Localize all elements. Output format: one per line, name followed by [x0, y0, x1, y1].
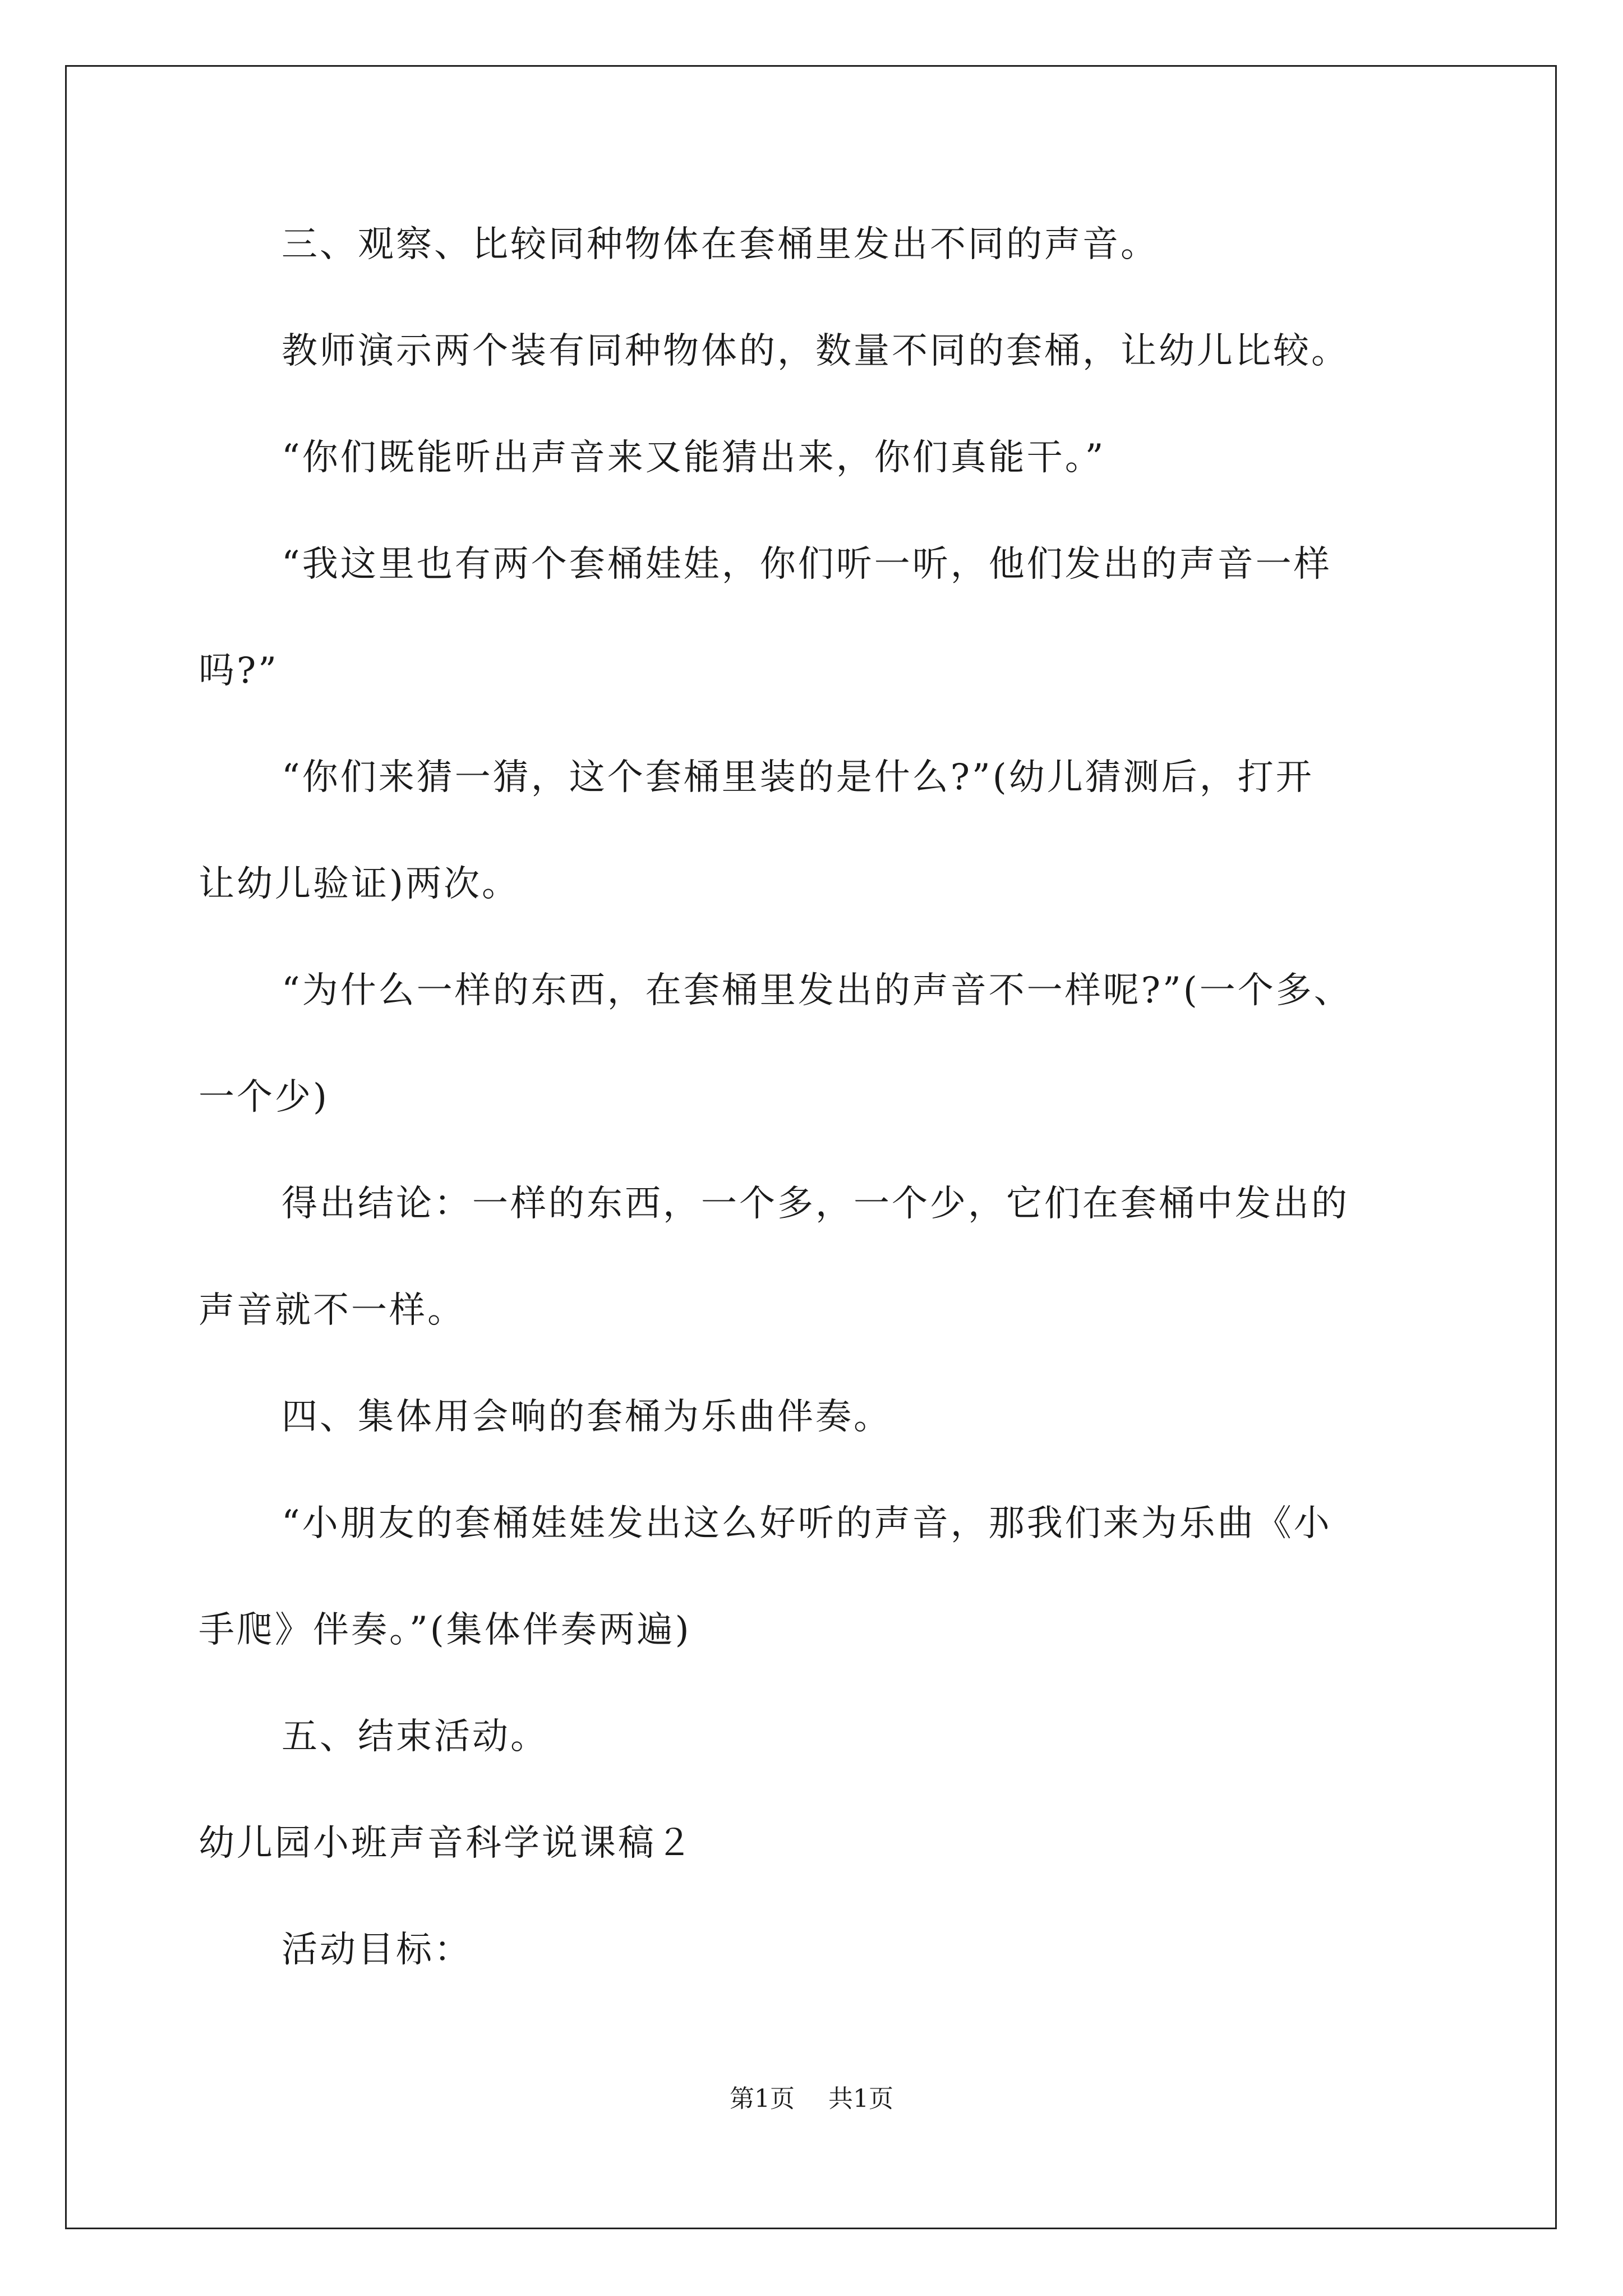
paragraph-teacher-demo: 教师演示两个装有同种物体的，数量不同的套桶，让幼儿比较。 — [282, 330, 1349, 372]
page-number: 第1页 — [730, 2085, 795, 2113]
section-four-heading: 四、集体用会响的套桶为乐曲伴奏。 — [282, 1396, 892, 1438]
page-frame — [65, 65, 1557, 2229]
quote-accompany-line1: “小朋友的套桶娃娃发出这么好听的声音，那我们来为乐曲《小 — [282, 1503, 1332, 1544]
quote-two-dolls-line2: 吗?” — [199, 650, 279, 692]
quote-guess-line2: 让幼儿验证)两次。 — [199, 863, 520, 905]
activity-goals-heading: 活动目标： — [282, 1929, 472, 1971]
quote-can-hear: “你们既能听出声音来又能猜出来，你们真能干。” — [282, 437, 1106, 478]
document-subtitle: 幼儿园小班声音科学说课稿２ — [199, 1823, 694, 1864]
section-five-heading: 五、结束活动。 — [282, 1716, 548, 1757]
quote-why-line2: 一个少) — [199, 1076, 329, 1118]
quote-accompany-line2: 手爬》伴奏。”(集体伴奏两遍) — [199, 1609, 691, 1651]
quote-why-line1: “为什么一样的东西，在套桶里发出的声音不一样呢?”(一个多、 — [282, 970, 1352, 1011]
conclusion-line1: 得出结论：一样的东西，一个多，一个少，它们在套桶中发出的 — [282, 1183, 1349, 1225]
page-total: 共1页 — [828, 2085, 893, 2113]
quote-two-dolls-line1: “我这里也有两个套桶娃娃，你们听一听，他们发出的声音一样 — [282, 544, 1332, 585]
section-three-heading: 三、观察、比较同种物体在套桶里发出不同的声音。 — [282, 224, 1159, 265]
page-footer — [0, 2082, 1623, 2116]
conclusion-line2: 声音就不一样。 — [199, 1290, 465, 1331]
quote-guess-line1: “你们来猜一猜，这个套桶里装的是什么?”(幼儿猜测后，打开 — [282, 757, 1314, 798]
